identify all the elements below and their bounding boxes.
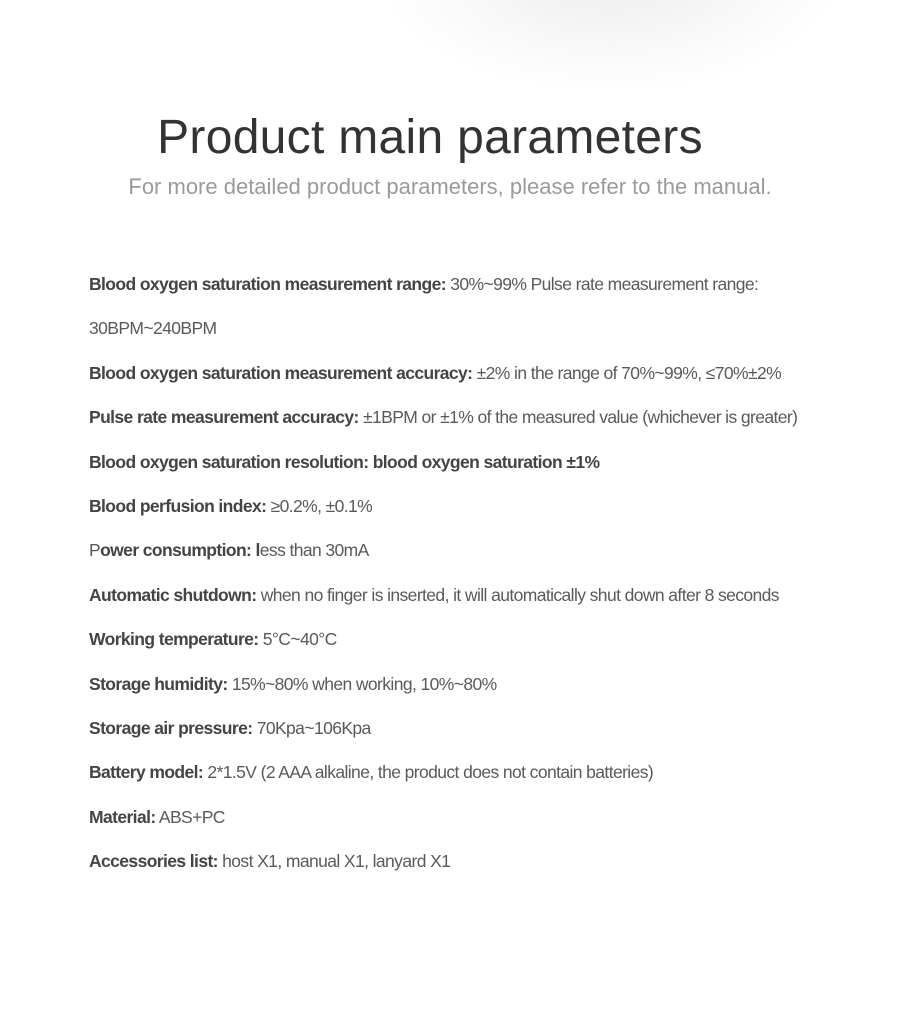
param-value: host X1, manual X1, lanyard X1 — [217, 851, 451, 872]
param-accessories-list — [89, 839, 869, 883]
param-battery-model — [89, 750, 869, 794]
param-label: Working temperature: — [89, 629, 259, 650]
param-label: Blood perfusion index: — [89, 495, 267, 516]
param-working-temperature — [89, 617, 869, 661]
param-spo2-range — [89, 262, 869, 306]
param-perfusion-index — [89, 484, 869, 528]
parameter-list — [89, 262, 869, 883]
param-value: ABS+PC — [155, 806, 225, 827]
param-value: ≥0.2%, ±0.1% — [266, 495, 373, 516]
page-title: Product main parameters — [157, 111, 703, 164]
param-value: 15%~80% when working, 10%~80% — [227, 673, 497, 694]
param-label: Blood oxygen saturation measurement accuracy: — [89, 362, 473, 383]
param-value: ±1BPM or ±1% of the measured value (whichever is greater) — [358, 407, 798, 428]
param-label: Battery model: — [89, 762, 204, 783]
param-value: 70Kpa~106Kpa — [252, 717, 371, 738]
param-storage-air-pressure — [89, 706, 869, 750]
param-label: Blood oxygen saturation resolution: blood oxygen saturation ±1% — [89, 451, 600, 472]
param-label: Accessories list: — [89, 851, 218, 872]
param-label: Storage humidity: — [89, 673, 228, 694]
param-prefix: P — [89, 540, 101, 561]
page-subtitle: For more detailed product parameters, please refer to the manual. — [128, 174, 772, 199]
param-storage-humidity — [89, 662, 869, 706]
param-value: 30BPM~240BPM — [89, 318, 217, 339]
param-spo2-resolution — [89, 440, 869, 484]
param-value: ±2% in the range of 70%~99%, ≤70%±2% — [472, 362, 782, 383]
param-pulse-accuracy — [89, 395, 869, 439]
param-power-consumption — [89, 528, 869, 572]
param-material — [89, 795, 869, 839]
param-spo2-accuracy — [89, 351, 869, 395]
param-label: Material: — [89, 806, 156, 827]
param-pulse-range — [89, 306, 869, 350]
param-label: ower consumption: l — [100, 540, 260, 561]
param-label: Storage air pressure: — [89, 717, 253, 738]
param-label: Automatic shutdown: — [89, 584, 257, 605]
param-value: 5°C~40°C — [258, 629, 337, 650]
background-glow — [380, 0, 840, 90]
param-value: 2*1.5V (2 AAA alkaline, the product does not contain batteries) — [203, 762, 654, 783]
param-value: 30%~99% Pulse rate measurement range: — [445, 274, 759, 294]
param-label: Blood oxygen saturation measurement range: — [89, 274, 446, 294]
param-value: ess than 30mA — [259, 540, 369, 561]
param-value: when no finger is inserted, it will automatically shut down after 8 seconds — [256, 584, 779, 605]
param-automatic-shutdown — [89, 573, 869, 617]
param-label: Pulse rate measurement accuracy: — [89, 407, 359, 428]
